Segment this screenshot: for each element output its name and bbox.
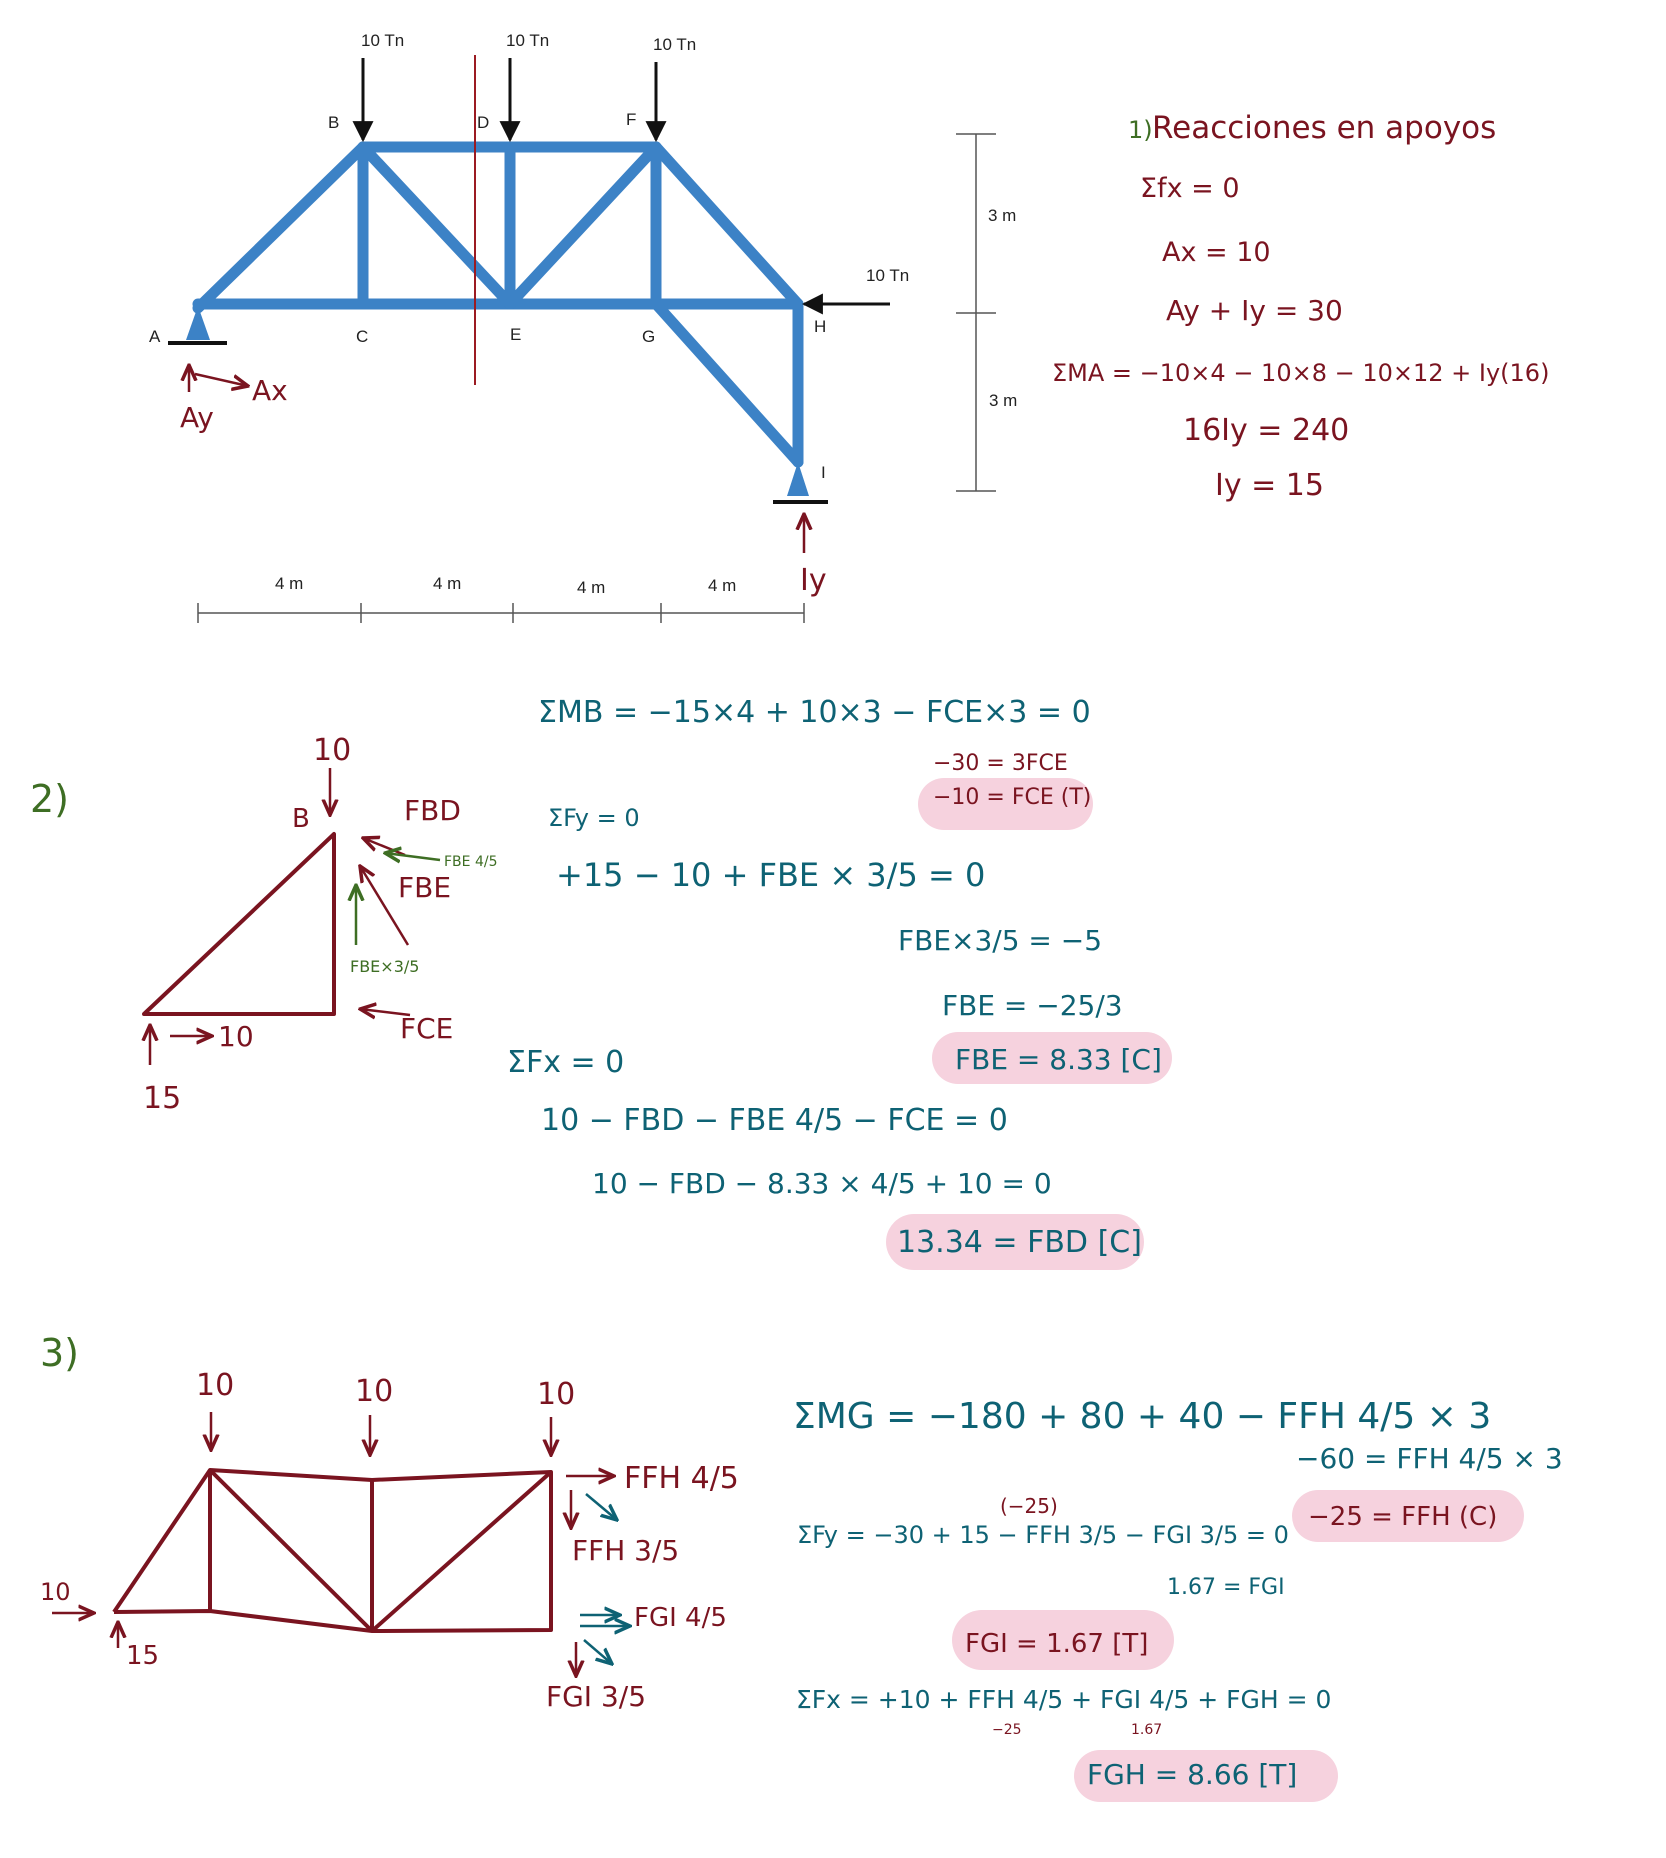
reaction-label-iy: Iy [800, 563, 827, 598]
s3-eq-5: −25 = FFH (C) [1308, 1502, 1498, 1532]
support-i [773, 462, 828, 502]
s3-eq-7: FGI = 1.67 [T] [965, 1629, 1149, 1659]
s1-line-4: ΣMA = −10×4 − 10×8 − 10×12 + Iy(16) [1052, 359, 1550, 387]
reaction-label-ax: Ax [252, 374, 288, 407]
section-1-title: Reacciones en apoyos [1152, 110, 1497, 146]
horizontal-dimensions [198, 603, 804, 623]
s2-eq-2: −30 = 3FCE [933, 751, 1068, 776]
reaction-label-ay: Ay [180, 401, 214, 434]
node-label-g: G [642, 327, 656, 346]
support-a [168, 306, 227, 343]
fbd-2-fbe-h-label: FBE 4/5 [444, 854, 498, 870]
section-2-number: 2) [30, 777, 70, 821]
s3-eq-8: ΣFx = +10 + FFH 4/5 + FGI 4/5 + FGH = 0 [796, 1685, 1332, 1714]
s2-eq-1: ΣMB = −15×4 + 10×3 − FCE×3 = 0 [538, 695, 1091, 730]
fbd-3-fgi-h-label: FGI 4/5 [634, 1603, 727, 1633]
fbd-3-outline [114, 1470, 551, 1631]
load-label-d: 10 Tn [506, 31, 550, 50]
dim-label-1: 4 m [275, 574, 304, 593]
section-1-reactions [1052, 110, 1549, 503]
load-label-f: 10 Tn [653, 35, 697, 54]
node-label-h: H [814, 317, 827, 336]
node-label-i: I [821, 463, 826, 482]
section-1-number: 1) [1128, 116, 1153, 144]
fbd-3-ay-label: 15 [126, 1641, 160, 1671]
s2-eq-9: ΣFx = 0 [507, 1045, 625, 1080]
fbd-2-fbe-v-label: FBE×3/5 [350, 957, 420, 976]
fbd-3-ffh-h-label: FFH 4/5 [624, 1461, 739, 1496]
s1-line-3: Ay + Iy = 30 [1166, 294, 1343, 327]
s2-eq-5: +15 − 10 + FBE × 3/5 = 0 [556, 856, 986, 894]
section-3-fbd [40, 1368, 739, 1713]
s1-line-1: Σfx = 0 [1140, 173, 1240, 204]
section-3 [40, 1331, 1563, 1802]
fbd-3-diag-1 [210, 1470, 372, 1631]
node-label-b: B [328, 113, 340, 132]
node-label-a: A [149, 327, 161, 346]
member-fh [656, 147, 798, 304]
fbd-2-fbe-h-arrow [385, 853, 440, 860]
fbd-2-ay-label: 15 [143, 1081, 182, 1116]
s3-eq-10: 1.67 [1131, 1722, 1163, 1738]
fbd-2-ax-label: 10 [218, 1020, 254, 1053]
truss-diagram [149, 31, 1017, 623]
fbd-3-fgi-v-label: FGI 3/5 [546, 1680, 647, 1713]
s2-eq-7: FBE = −25/3 [942, 989, 1123, 1022]
member-ab [198, 147, 363, 308]
fbd-2-fbd-label: FBD [404, 794, 461, 827]
s2-eq-3: −10 = FCE (T) [933, 785, 1092, 810]
s2-eq-6: FBE×3/5 = −5 [898, 924, 1103, 957]
fbd-2-fce-label: FCE [400, 1012, 454, 1045]
s3-eq-1: ΣMG = −180 + 80 + 40 − FFH 4/5 × 3 [793, 1396, 1492, 1437]
section-2-fbd [143, 733, 497, 1116]
dim-label-v1: 3 m [988, 206, 1017, 225]
fbd-3-load-label-2: 10 [355, 1374, 394, 1409]
fbd-3-fgi-arrow [584, 1640, 612, 1664]
load-label-h: 10 Tn [866, 266, 910, 285]
s3-eq-9: −25 [992, 1722, 1022, 1738]
s3-eq-6: 1.67 = FGI [1167, 1575, 1285, 1600]
fbd-3-load-label-3: 10 [537, 1377, 576, 1412]
dim-label-4: 4 m [708, 576, 737, 595]
truss-members [198, 147, 798, 462]
s3-eq-2: −60 = FFH 4/5 × 3 [1296, 1442, 1563, 1475]
s2-eq-8: FBE = 8.33 [C] [955, 1043, 1162, 1076]
s3-eq-4: (−25) [1000, 1494, 1058, 1518]
fbd-3-ax-label: 10 [40, 1578, 71, 1606]
fbd-3-ffh-arrow [586, 1494, 617, 1520]
s1-line-2: Ax = 10 [1162, 237, 1271, 268]
fbd-2-node-label: B [292, 804, 310, 834]
section-3-number: 3) [40, 1331, 80, 1375]
s1-line-6: Iy = 15 [1215, 468, 1324, 503]
dim-label-v2: 3 m [989, 391, 1018, 410]
dim-label-3: 4 m [577, 578, 606, 597]
node-label-c: C [356, 327, 369, 346]
s3-eq-11: FGH = 8.66 [T] [1087, 1758, 1298, 1791]
node-label-d: D [477, 113, 490, 132]
s3-eq-3: ΣFy = −30 + 15 − FFH 3/5 − FGI 3/5 = 0 [797, 1521, 1289, 1549]
section-2 [30, 695, 1172, 1270]
fbd-3-diag-2 [372, 1472, 551, 1631]
s2-eq-11: 10 − FBD − 8.33 × 4/5 + 10 = 0 [592, 1167, 1052, 1200]
s2-eq-12: 13.34 = FBD [C] [897, 1225, 1142, 1260]
fbd-2-fbe-label: FBE [398, 871, 452, 904]
vertical-dimensions [956, 134, 996, 491]
s2-eq-4: ΣFy = 0 [548, 804, 640, 832]
member-gi [656, 304, 798, 462]
fbd-2-load-label: 10 [313, 733, 352, 768]
fbd-2-triangle [144, 834, 334, 1014]
s2-eq-10: 10 − FBD − FBE 4/5 − FCE = 0 [541, 1103, 1008, 1138]
node-label-e: E [510, 325, 522, 344]
fbd-2-fbd-arrow [363, 838, 405, 855]
load-label-b: 10 Tn [361, 31, 405, 50]
member-be [363, 147, 510, 304]
node-label-f: F [626, 110, 637, 129]
dim-label-2: 4 m [433, 574, 462, 593]
s1-line-5: 16Iy = 240 [1183, 413, 1350, 448]
member-ef [510, 147, 656, 304]
fbd-3-ffh-v-label: FFH 3/5 [572, 1534, 680, 1567]
fbd-3-load-label-1: 10 [196, 1368, 235, 1403]
